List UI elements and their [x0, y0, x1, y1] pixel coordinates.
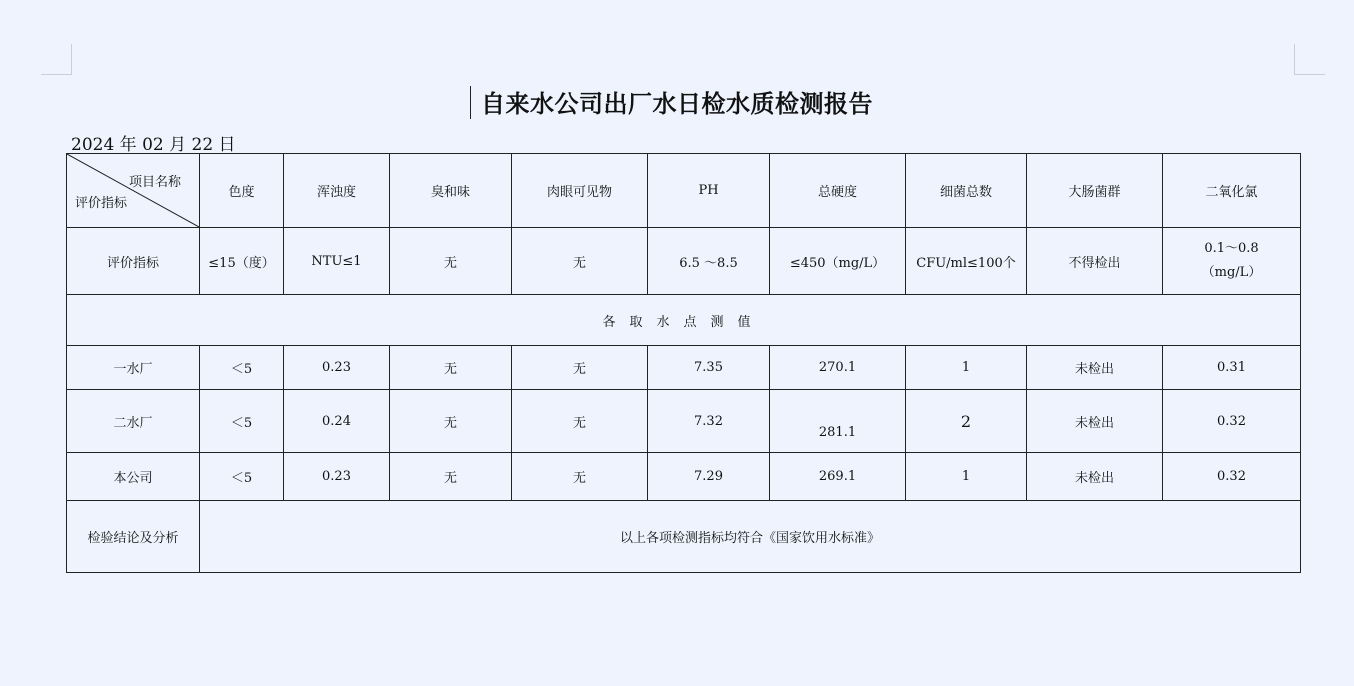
standard-cell[interactable]: ≤15（度）	[200, 228, 284, 295]
site-name[interactable]: 一水厂	[67, 346, 200, 390]
value-cell[interactable]	[770, 390, 906, 453]
value-cell[interactable]: 2	[906, 390, 1027, 453]
corner-label-item: 项目名称	[128, 175, 181, 190]
standard-cell[interactable]: CFU/ml≤100个	[906, 228, 1027, 295]
standard-cell[interactable]: 6.5 ～8.5	[648, 228, 770, 295]
table-row	[67, 453, 1301, 501]
section-title[interactable]: 各取水点测值	[67, 295, 1301, 346]
standard-cell[interactable]	[1163, 228, 1301, 295]
header-cell[interactable]: PH	[648, 154, 770, 228]
table-row	[67, 390, 1301, 453]
standard-cell[interactable]: 无	[512, 228, 648, 295]
value-cell[interactable]: 270.1	[770, 346, 906, 390]
value-cell[interactable]: 0.31	[1163, 346, 1301, 390]
value-cell[interactable]: 无	[512, 346, 648, 390]
standard-unit: （mg/L）	[1201, 265, 1262, 280]
value-cell[interactable]: 7.35	[648, 346, 770, 390]
diagonal-header-cell[interactable]	[67, 154, 200, 228]
value-cell[interactable]: 0.32	[1163, 390, 1301, 453]
header-cell[interactable]: 臭和味	[390, 154, 512, 228]
value-cell[interactable]: 0.32	[1163, 453, 1301, 501]
value-cell[interactable]: 269.1	[770, 453, 906, 501]
value-cell[interactable]: 7.29	[648, 453, 770, 501]
report-title[interactable]: 自来水公司出厂水日检水质检测报告	[481, 90, 873, 118]
corner-label-index: 评价指标	[75, 196, 128, 211]
standard-row	[67, 228, 1301, 295]
value-cell[interactable]: 未检出	[1027, 346, 1163, 390]
standard-cell[interactable]: ≤450（mg/L）	[770, 228, 906, 295]
row-label[interactable]: 评价指标	[67, 228, 200, 295]
value-cell[interactable]: 无	[390, 390, 512, 453]
conclusion-label[interactable]: 检验结论及分析	[67, 501, 200, 573]
conclusion-text[interactable]: 以上各项检测指标均符合《国家饮用水标准》	[200, 501, 1301, 573]
page-corner-top-right	[1294, 44, 1325, 75]
value-cell[interactable]: 1	[906, 346, 1027, 390]
header-cell[interactable]: 大肠菌群	[1027, 154, 1163, 228]
value-cell[interactable]: ＜5	[200, 390, 284, 453]
value-cell[interactable]: 7.32	[648, 390, 770, 453]
section-row	[67, 295, 1301, 346]
standard-cell[interactable]: NTU≤1	[284, 228, 390, 295]
standard-cell[interactable]: 不得检出	[1027, 228, 1163, 295]
text-cursor	[470, 86, 471, 119]
header-cell[interactable]: 总硬度	[770, 154, 906, 228]
value-text: 281.1	[818, 424, 857, 440]
value-cell[interactable]: ＜5	[200, 453, 284, 501]
value-cell[interactable]: 无	[390, 453, 512, 501]
header-cell[interactable]: 肉眼可见物	[512, 154, 648, 228]
site-name[interactable]: 本公司	[67, 453, 200, 501]
value-cell[interactable]: 未检出	[1027, 453, 1163, 501]
value-cell[interactable]: 无	[512, 390, 648, 453]
value-cell[interactable]: 0.23	[284, 453, 390, 501]
diagonal-line	[67, 154, 199, 227]
header-row	[67, 154, 1301, 228]
report-date[interactable]: 2024 年 02 月 22 日	[71, 135, 236, 155]
standard-range: 0.1～0.8	[1204, 241, 1259, 256]
value-cell[interactable]: ＜5	[200, 346, 284, 390]
header-cell[interactable]: 细菌总数	[906, 154, 1027, 228]
water-quality-table	[66, 153, 1301, 573]
value-cell[interactable]: 未检出	[1027, 390, 1163, 453]
value-cell[interactable]: 无	[390, 346, 512, 390]
value-cell[interactable]: 0.23	[284, 346, 390, 390]
standard-cell[interactable]: 无	[390, 228, 512, 295]
header-cell[interactable]: 浑浊度	[284, 154, 390, 228]
header-cell[interactable]: 色度	[200, 154, 284, 228]
value-cell[interactable]: 0.24	[284, 390, 390, 453]
page-corner-top-left	[41, 44, 72, 75]
header-cell[interactable]: 二氧化氯	[1163, 154, 1301, 228]
value-cell[interactable]: 无	[512, 453, 648, 501]
site-name[interactable]: 二水厂	[67, 390, 200, 453]
value-cell[interactable]: 1	[906, 453, 1027, 501]
conclusion-row	[67, 501, 1301, 573]
table-row	[67, 346, 1301, 390]
